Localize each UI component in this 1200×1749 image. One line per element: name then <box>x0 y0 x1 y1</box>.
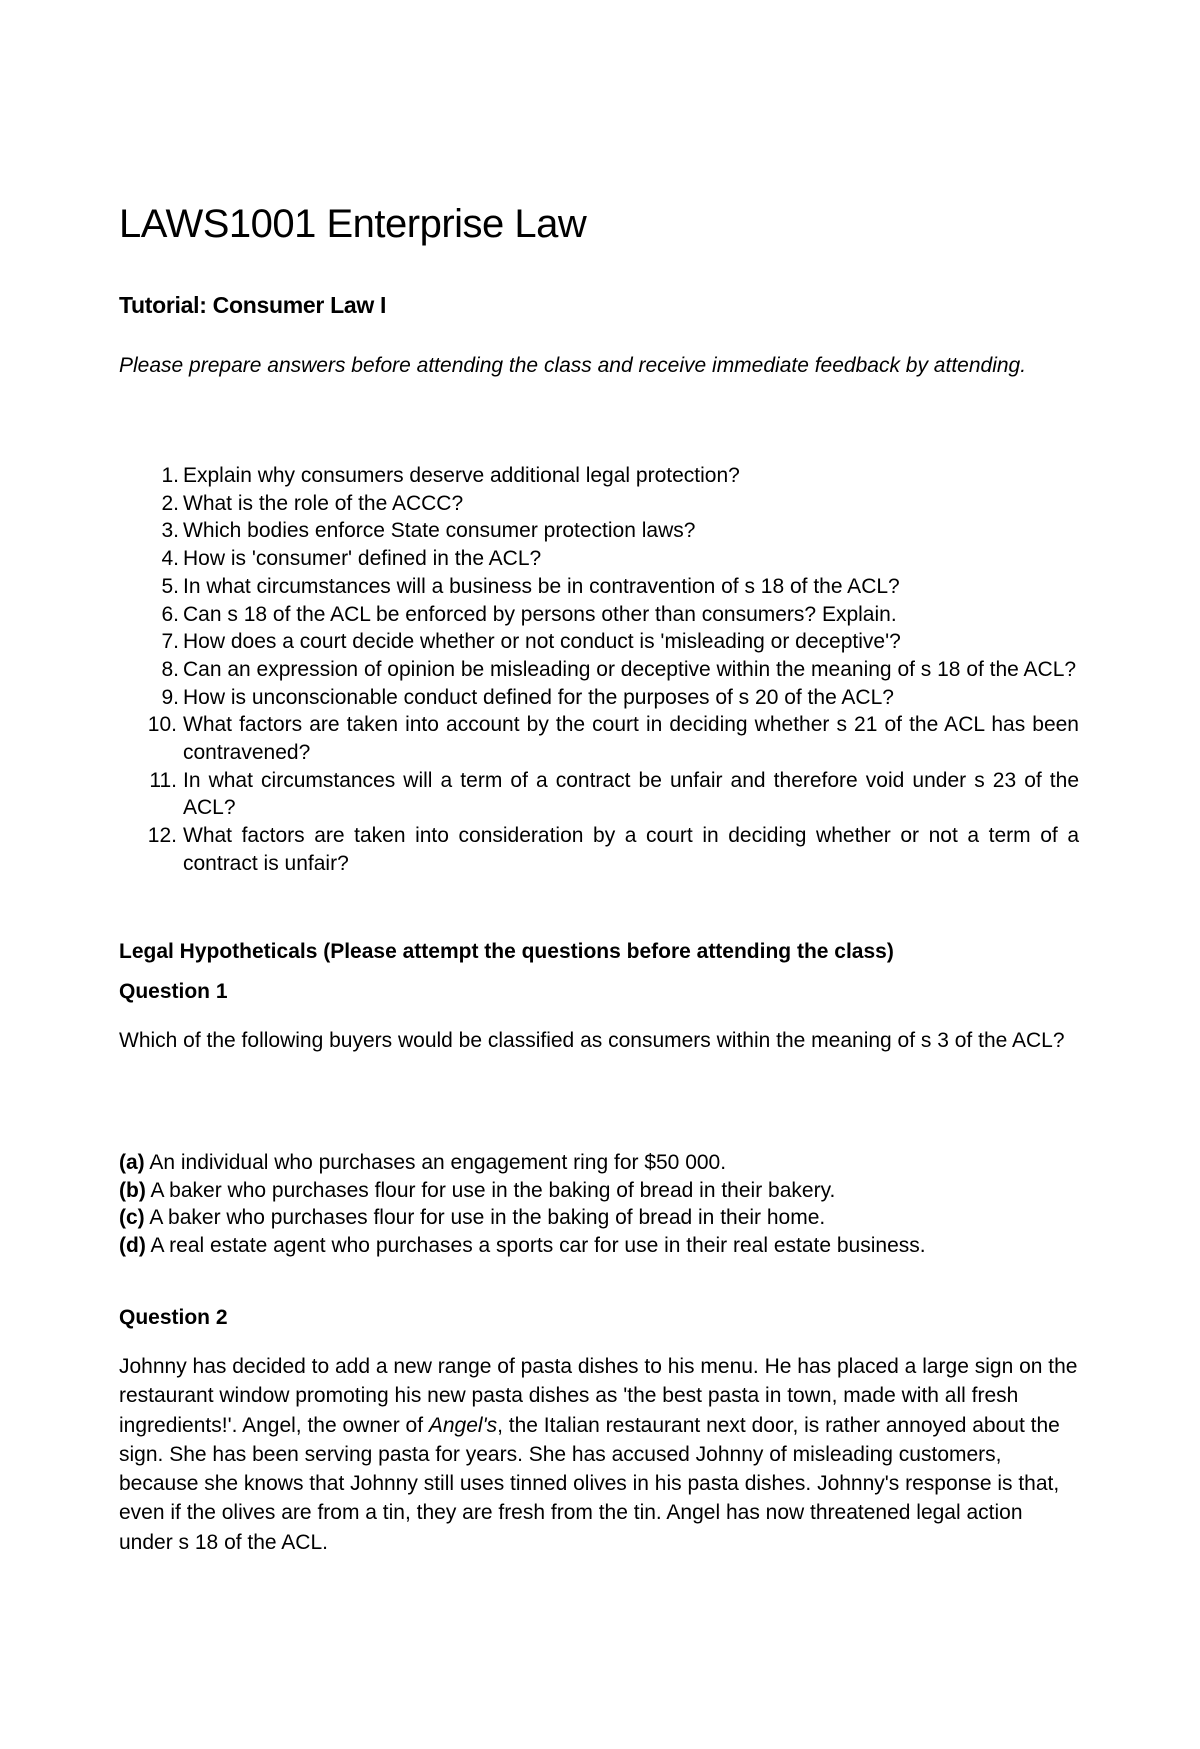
option-label: (a) <box>119 1151 145 1174</box>
question-1-text: Which of the following buyers would be classified as consumers within the meaning of s 3 of the ACL? <box>119 1029 1065 1052</box>
item-number: 11. <box>149 768 177 792</box>
question-2-heading: Question 2 <box>119 1306 228 1329</box>
list-item <box>119 490 1079 518</box>
question-1-options <box>119 1149 1079 1259</box>
item-number: 12. <box>147 824 177 848</box>
restaurant-name: Angel's <box>428 1413 498 1437</box>
list-item <box>119 1232 1079 1260</box>
item-text: Can s 18 of the ACL be enforced by persons other than consumers? Explain. <box>183 602 897 626</box>
item-number: 3. <box>161 519 179 543</box>
item-number: 2. <box>161 491 179 515</box>
question-2-text <box>119 1352 1079 1557</box>
list-item <box>119 545 1079 573</box>
item-text: How does a court decide whether or not conduct is 'misleading or deceptive'? <box>183 630 901 654</box>
list-item <box>119 1177 1079 1205</box>
item-number: 8. <box>161 657 179 681</box>
list-item <box>119 767 1079 822</box>
option-text: A real estate agent who purchases a sports car for use in their real estate business. <box>145 1233 926 1257</box>
item-text: How is 'consumer' defined in the ACL? <box>183 547 542 571</box>
item-text: What is the role of the ACCC? <box>183 491 464 515</box>
question-2-text-part: , the Italian restaurant next door, is rather annoyed about the sign. She has been serving pasta for years. She has accused Johnny of misleading customers, because she knows that Johnny still uses tinned olives in his pasta dishes. Johnny's response is that, even if the olives are from a tin, they are fresh from the tin. Angel has now threatened legal action under s 18 of the ACL. <box>119 1413 1060 1554</box>
list-item <box>119 601 1079 629</box>
item-number: 1. <box>161 464 179 487</box>
option-label: (d) <box>119 1233 146 1257</box>
option-label: (b) <box>119 1178 146 1202</box>
item-text: Explain why consumers deserve additional legal protection? <box>183 464 740 487</box>
list-item <box>119 1149 1079 1177</box>
list-item <box>119 711 1079 766</box>
item-text: In what circumstances will a business be in contravention of s 18 of the ACL? <box>183 574 900 598</box>
list-item <box>119 822 1079 877</box>
question-list <box>119 462 1079 878</box>
list-item <box>119 628 1079 656</box>
option-text: An individual who purchases an engagement ring for $50 000. <box>144 1151 727 1174</box>
document-title: LAWS1001 Enterprise Law <box>119 202 587 246</box>
question-2-text-part: Johnny has decided to add a new range of pasta dishes to his menu. He has placed a large sign on the restaurant window promoting his new pasta dishes as 'the best pasta in town, made with all fresh ingredients!'. Angel, the owner of <box>119 1355 1078 1437</box>
item-text: In what circumstances will a term of a contract be unfair and therefore void under s 23 of the ACL? <box>183 768 1079 820</box>
intro-instructions: Please prepare answers before attending the class and receive immediate feedback by attending. <box>119 354 1027 377</box>
item-number: 10. <box>147 713 177 737</box>
item-text: Can an expression of opinion be misleading or deceptive within the meaning of s 18 of the ACL? <box>183 657 1077 681</box>
list-item <box>119 517 1079 545</box>
item-number: 5. <box>161 574 179 598</box>
item-number: 7. <box>161 630 179 654</box>
item-number: 6. <box>161 602 179 626</box>
list-item <box>119 462 1079 490</box>
item-text: What factors are taken into account by the court in deciding whether s 21 of the ACL has been contravened? <box>183 713 1079 765</box>
option-text: A baker who purchases flour for use in the baking of bread in their bakery. <box>145 1178 836 1202</box>
item-text: Which bodies enforce State consumer protection laws? <box>183 519 696 543</box>
option-label: (c) <box>119 1206 145 1230</box>
item-number: 4. <box>161 547 179 571</box>
hypotheticals-heading: Legal Hypotheticals (Please attempt the questions before attending the class) <box>119 940 894 963</box>
list-item <box>119 1204 1079 1232</box>
item-text: What factors are taken into consideration by a court in deciding whether or not a term of a contract is unfair? <box>183 824 1079 875</box>
item-number: 9. <box>161 685 179 709</box>
item-text: How is unconscionable conduct defined for the purposes of s 20 of the ACL? <box>183 685 894 709</box>
option-text: A baker who purchases flour for use in the baking of bread in their home. <box>144 1206 826 1230</box>
tutorial-subtitle: Tutorial: Consumer Law I <box>119 292 387 318</box>
question-1-heading: Question 1 <box>119 980 228 1003</box>
list-item <box>119 656 1079 684</box>
list-item <box>119 684 1079 712</box>
list-item <box>119 573 1079 601</box>
